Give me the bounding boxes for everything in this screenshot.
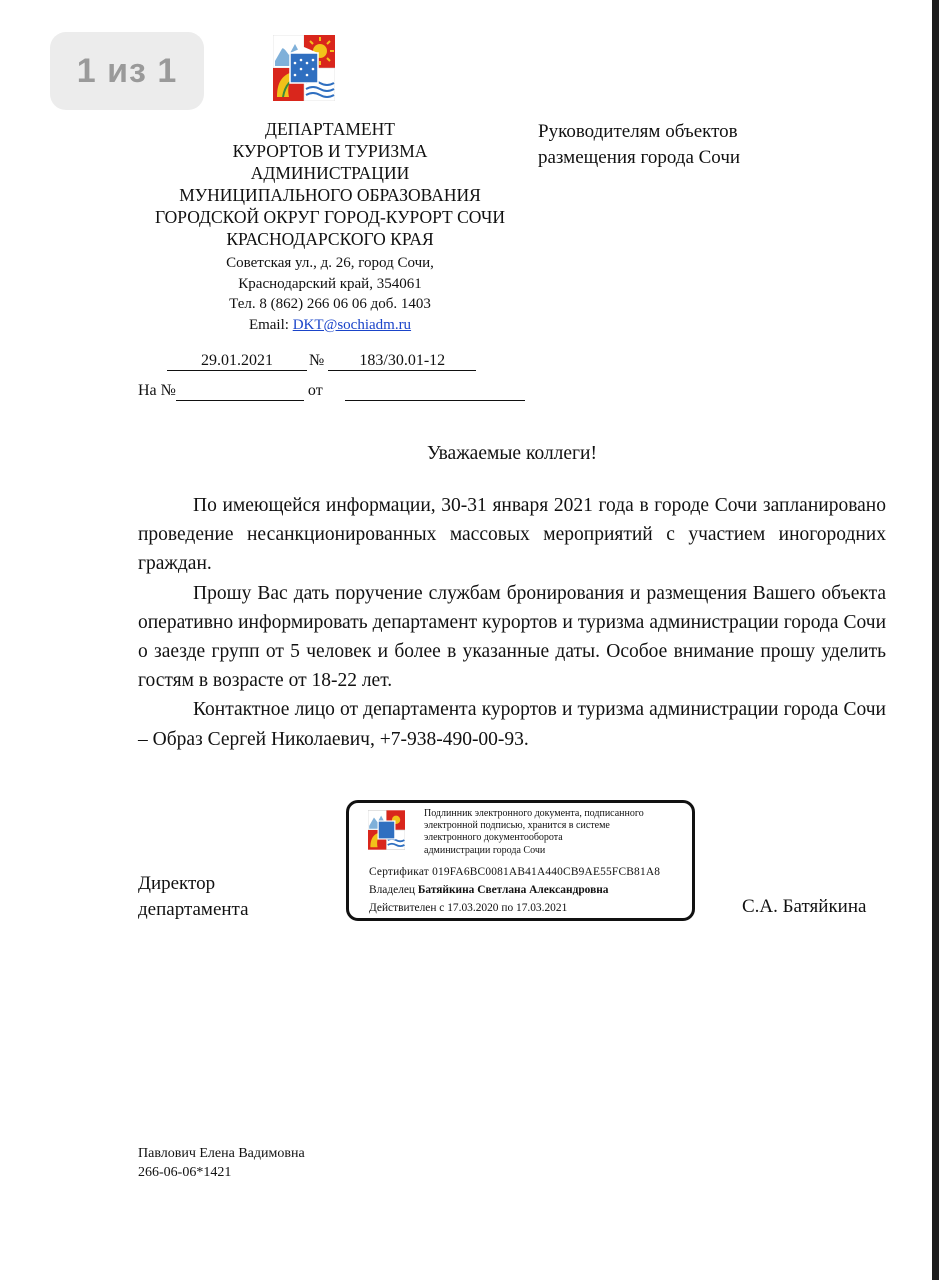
- letter-body: [138, 491, 886, 754]
- signatory-title-line: департамента: [138, 899, 249, 920]
- reference-number-blank: [176, 382, 304, 401]
- valid-to-label: по: [501, 902, 514, 914]
- letter-paragraph: Контактное лицо от департамента курортов и туризма администрации города Сочи – Образ Сергей Николаевич, +7-938-490-00-93.: [138, 699, 886, 750]
- certificate-label: Сертификат: [369, 866, 429, 878]
- owner-label: Владелец: [369, 884, 416, 896]
- sender-email-row: [120, 315, 540, 336]
- stamp-coat-of-arms-icon: [368, 810, 405, 850]
- executor-phone: 266-06-06*1421: [138, 1165, 232, 1180]
- valid-label: Действителен: [369, 902, 437, 914]
- sender-org-line: ГОРОДСКОЙ ОКРУГ ГОРОД-КУРОРТ СОЧИ: [154, 207, 505, 227]
- reference-number-label: На №: [138, 382, 176, 399]
- electronic-signature-stamp: [346, 800, 695, 921]
- stamp-certificate-row: [369, 866, 660, 878]
- registration-number: 183/30.01-12: [328, 352, 476, 371]
- signatory-title: [138, 871, 249, 923]
- valid-from-date: 17.03.2020: [447, 902, 499, 914]
- recipient-line: размещения города Сочи: [538, 147, 741, 168]
- stamp-validity-row: [369, 902, 567, 914]
- sender-org-line: ДЕПАРТАМЕНТ: [265, 119, 395, 139]
- sender-block: [120, 118, 540, 335]
- valid-to-date: 17.03.2021: [516, 902, 568, 914]
- registration-date-number-row: [167, 352, 476, 371]
- stamp-owner-row: [369, 884, 608, 896]
- sender-contacts: [120, 253, 540, 335]
- registration-number-label: №: [309, 352, 325, 369]
- signatory-name: С.А. Батяйкина: [742, 896, 867, 917]
- reference-row: [138, 382, 525, 401]
- sender-address-line: Советская ул., д. 26, город Сочи,: [226, 255, 434, 271]
- stamp-header-line: электронного документооборота: [424, 832, 563, 844]
- sender-address-line: Краснодарский край, 354061: [238, 275, 422, 292]
- signatory-title-line: Директор: [138, 873, 216, 894]
- letter-paragraph: Прошу Вас дать поручение службам бронирования и размещения Вашего объекта оперативно информировать департамент курортов и туризма администрации города Сочи о заезде групп от 5 человек и более в указанные даты. Особое внимание прошу уделить гостям в возрасте от 18-22 лет.: [138, 582, 886, 692]
- reference-date-blank: [345, 382, 525, 401]
- stamp-header-line: Подлинник электронного документа, подписанного: [424, 808, 644, 819]
- sender-phone: Тел. 8 (862) 266 06 06 доб. 1403: [229, 296, 431, 312]
- recipient-line: Руководителям объектов: [538, 121, 738, 142]
- valid-from-label: с: [439, 902, 445, 914]
- viewer-right-edge: [932, 0, 939, 1280]
- sender-org-line: МУНИЦИПАЛЬНОГО ОБРАЗОВАНИЯ: [179, 185, 481, 205]
- sochi-coat-of-arms-icon: [273, 35, 335, 101]
- email-label: Email:: [248, 316, 289, 333]
- stamp-header: [424, 808, 692, 857]
- recipient-block: [538, 119, 740, 171]
- executor-block: [138, 1144, 305, 1182]
- sender-org-line: КУРОРТОВ И ТУРИЗМА: [232, 141, 428, 161]
- certificate-value: 019FA6BC0081AB41A440CB9AE55FCB81A8: [432, 866, 661, 878]
- email-link[interactable]: DKT@sochiadm.ru: [292, 316, 412, 333]
- stamp-header-line: администрации города Сочи: [424, 844, 546, 856]
- reference-date-label: от: [307, 382, 323, 399]
- owner-value: Батяйкина Светлана Александровна: [417, 884, 609, 896]
- stamp-header-line: электронной подписью, хранится в системе: [424, 820, 610, 832]
- letter-greeting: Уважаемые коллеги!: [427, 443, 597, 464]
- executor-name: Павлович Елена Вадимовна: [138, 1146, 305, 1161]
- registration-date: 29.01.2021: [167, 352, 307, 371]
- page-indicator-text: 1 из 1: [76, 51, 178, 90]
- letter-paragraph: По имеющейся информации, 30-31 января 2021 года в городе Сочи запланировано проведение несанкционированных массовых мероприятий с участием иногородних граждан.: [138, 495, 886, 575]
- sender-org-line: АДМИНИСТРАЦИИ: [250, 163, 410, 183]
- sender-org-line: КРАСНОДАРСКОГО КРАЯ: [226, 229, 434, 249]
- page-indicator-badge: [50, 32, 204, 110]
